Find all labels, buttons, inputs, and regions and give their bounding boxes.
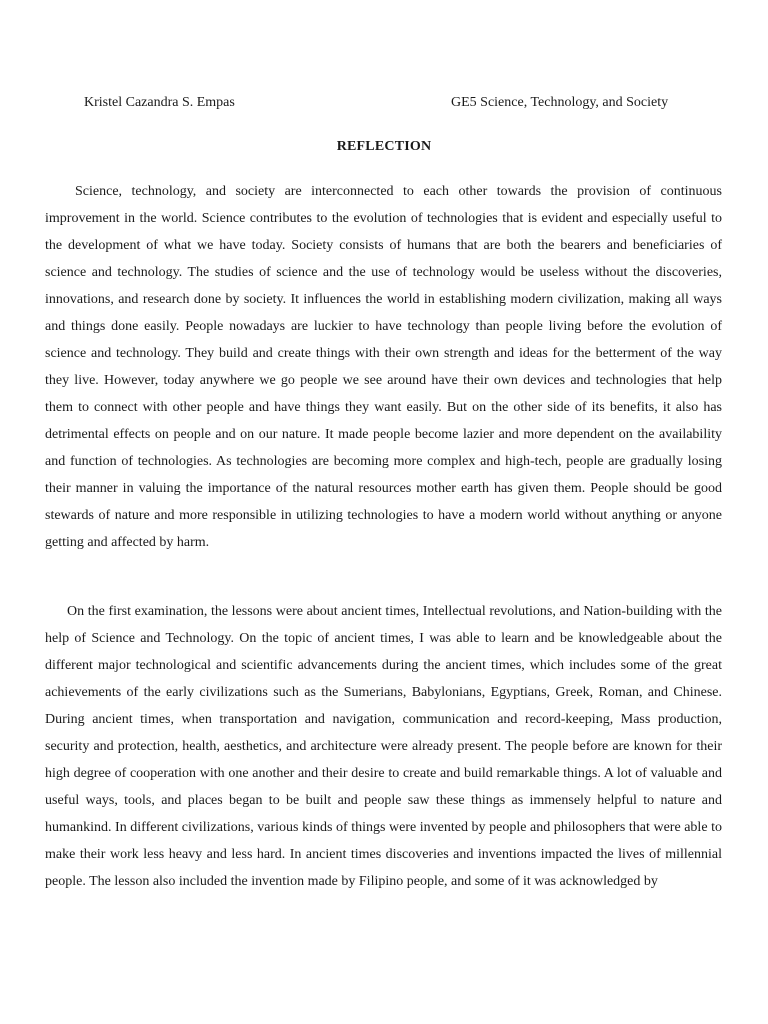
author-name: Kristel Cazandra S. Empas [84,95,235,110]
paragraph-1: Science, technology, and society are interconnected to each other towards the provision of continuous improvement in the world. Science contributes to the evolution of technologies that is evident and especially useful to the development of what we have today. Society consists of humans that are both the bearers and beneficiaries of science and technology. The studies of science and the use of technology would be useless without the discoveries, innovations, and research done by society. It influences the world in establishing modern civilization, making all ways and things done easily. People nowadays are luckier to have technology than people living before the evolution of science and technology. They build and create things with their own strength and ideas for the betterment of the way they live. However, today anywhere we go people we see around have their own devices and technologies that help them to connect with other people and have things they want easily. But on the other side of its benefits, it also has detrimental effects on people and on our nature. It made people become lazier and more dependent on the availability and function of technologies. As technologies are becoming more complex and high-tech, people are gradually losing their manner in valuing the importance of the natural resources mother earth has given them. People should be good stewards of nature and more responsible in utilizing technologies to have a modern world without anything or anyone getting and affected by harm. [45,184,722,550]
course-title: GE5 Science, Technology, and Society [451,95,669,110]
paragraph-2: On the first examination, the lessons were about ancient times, Intellectual revolutions, and Nation-building with the help of Science and Technology. On the topic of ancient times, I was able to learn and be knowledgeable about the different major technological and scientific advancements during the ancient times, which includes some of the great achievements of the early civilizations such as the Sumerians, Babylonians, Egyptians, Greek, Roman, and Chinese. During ancient times, when transportation and navigation, communication and record-keeping, Mass production, security and protection, health, aesthetics, and architecture were already present. The people before are known for their high degree of cooperation with one another and their desire to create and build remarkable things. A lot of valuable and useful ways, tools, and places began to be built and people saw these things as immensely helpful to nature and humankind. In different civilizations, various kinds of things were invented by people and philosophers that were able to make their work less heavy and less hard. In ancient times discoveries and inventions impacted the lives of millennial people. The lesson also included the invention made by Filipino people, and some of it was acknowledged by [45,604,722,889]
document-title: REFLECTION [336,139,432,154]
